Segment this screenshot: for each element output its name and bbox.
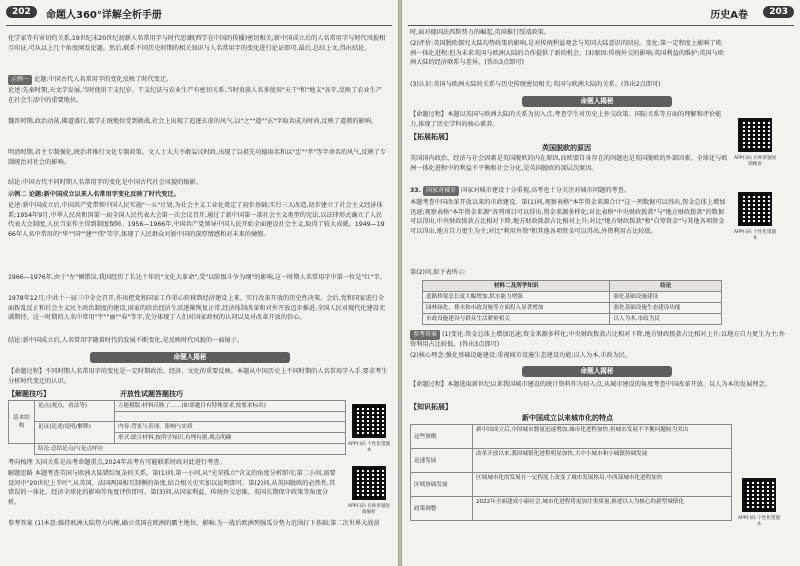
knowledge-heading: 新中国成立以来城市化的特点 <box>522 414 613 422</box>
exam-direction: 考向梳理 大国关系是高考命题重点,2024年高考有可能联系时政对此进行考查。 <box>8 459 226 466</box>
paragraph: (2)评价:英国脱欧探究大陆均势政策的影响,是对传统利益观念与英国大陆意识的回应。变化:第一定程度上影响了欧洲一体化进程;但为未来英国与欧洲大陆的合作提供了新的机会。(3)原因:传统外交的影响;英国利益的维护;英国与欧洲大陆的经济联系与差异。(答出3点即可) <box>410 40 725 67</box>
section-band: 命题人揭秘 <box>522 96 672 107</box>
method-title: 【解题技巧】 <box>8 390 50 398</box>
right-page-header <box>408 4 794 26</box>
answer-tag: 参考答案 <box>410 330 440 340</box>
question-33-analysis: 本题考查中国改革开放以来的市政建设。第(1)问,观察表格"本年资金来源合计"这一列数据可以得出,资金总体上增加迅速;观察表格"本年资金来源"各列项目可以得出,资金来源多样化;对比表格"中央财政拨款"与"地方财政拨款"的数据可以得出,中央财政拨款占比相对下降,地方财政拨款占比相对上升;对比"地方财政拨款"和"自筹资金"与其他各项资金可以得出,地方自力更生为主;对比"利用外资"和其他各项资金可以得出,外资利用占比较低。 <box>410 199 726 235</box>
method-cell: 结论:总结论点/与论点呼应 <box>35 444 346 455</box>
answer-paragraph: 参考答案 (1)变化:资金总体上增加迅速;资金来源多样化;中央财政拨款占比相对下降,地方财政拨款占比相对上升;以地方自力更生为主;外资利用占比较低。(答出3点即可) <box>410 331 785 348</box>
expand-title: 【拓展拓展】 <box>410 133 452 141</box>
example-two-thesis: 示例二 论题:新中国成立以来人名常用字变化反映了时代变迁。 <box>8 191 180 198</box>
method-cell: 内容:背景与表现、影响与实质 <box>115 422 346 433</box>
question-33-stem: 33. 国家对城市 国家对城市建设十分重视,高考也十分关注对城市问题的考查。 <box>410 187 630 194</box>
paragraph: 结论:中国古代不同时期人名常用字的变化是中国古代社会风貌的缩影。 <box>8 179 202 186</box>
expand-heading: 英国脱欧的原因 <box>542 144 591 152</box>
qr-caption: APP扫码 个性化错题本 <box>733 230 777 241</box>
exam-process: 【命题过程】本题以英国与欧洲大陆的关系为切入点,考查学生对历史上外交政策、国际关系等方面的理解和评价能力,体现了历史学科的核心素养。 <box>410 111 722 128</box>
left-page-number: 202 <box>6 6 37 18</box>
qr-caption: APP扫码 个性化错题本 <box>347 442 391 453</box>
qr-code-icon[interactable] <box>742 478 776 512</box>
table-row: 迅速发展 改革开放以来,我国城镇化进程明显加快,大中小城市和小城镇协调发展 <box>411 449 732 473</box>
method-table <box>8 400 346 455</box>
paragraph: 论述:先秦时期,天文学发展,当时使用干支纪岁。干支纪法与农业生产有密切关系,当时贵族人名多使用"天干"和"地支"各字,反映了农业生产在社会生活中的重要地位。 <box>8 87 383 104</box>
exam-intro: 【命题过程】不同时期人名常用字的变化是一定时期政治、经济、文化的重要反映。本题从中国历史上不同时期的人名常用字入手,要求考生分析时代变迁的认识。 <box>8 368 388 385</box>
paragraph: 结论:新中国成立后,人名常用字随着时代的发展不断变化,是反映时代风貌的一面镜子。 <box>8 337 243 344</box>
exam-process-2: 【命题过程】本题选取新世纪以来我国城市建设的统计资料作为切入点,从城市建设的角度考查中国改革开放、以人为本的发展理念。 <box>410 381 771 388</box>
method-cell: 形式:联合材料,按所学知识,有理有据,观点明确 <box>115 433 346 444</box>
table-row: 园林绿化、排水和市政设施等方面投入显著增加 强化基础设施生态建设功能 <box>423 303 722 314</box>
table-header: 结论 <box>610 281 722 292</box>
paragraph: 魏晋时期,政治动荡,佛道盛行,儒学正统地位受到挑战,社会上出现了追逐玄虚的风气,以"之""道""玄"字取名成为时尚,反映了道教的影响。 <box>8 118 378 125</box>
method-cell: 万能模版:材料反映了……(如果题目有特殊要求,按要求标出) <box>115 401 346 412</box>
question-33-sub2: 第(2)问,如下表所示: <box>410 269 467 276</box>
qr-code-icon[interactable] <box>352 404 386 438</box>
table-row: 市政设施建设与群众生活紧密相关 以人为本,市政为民 <box>423 314 722 325</box>
method-row-head: 基本结构 <box>9 401 35 444</box>
solution-approach: 解题思路 本题考查英国与欧洲大陆错综复杂的关系。第(1)问,第一小问,从"光荣孤立"含义的角度分析即可;第二小问,需要设问中"20世纪上半叶",从英国、法国两国相互制衡的角度,结合相关史实加以说明即可。第(2)问,从英国脱欧的必然性,其错误的一体化、经济全球化的影响等角度评价即可。第(3)问,从国家利益、传统外交思维、英国长期保守政策等角度分析。 <box>8 470 336 506</box>
paragraph: 时,面对德国法西斯势力的崛起,英国推行绥靖政策。 <box>410 29 551 36</box>
right-page-number: 203 <box>763 6 794 18</box>
paragraph: 1978年12月,中共十一届三中全会召开,作出把党和国家工作重心转移到经济建设上来、实行改革开放的历史性决策。会后,党和国家进行全面拨乱反正和社会主义民主政治制度的建设,国家的政治经济生活逐渐恢复正常,经济体制改革和对外开放迈步推进,全国人民对现代化建设充满期待。这一时期的人名中常用"宇""丽""春"等字,充分体现了人们对国家政权的认同以及对改革开放的信心。 <box>8 295 386 322</box>
qr-code-icon[interactable] <box>738 118 772 152</box>
section-band: 命题人揭秘 <box>522 366 672 377</box>
paragraph: 论述:新中国成立后,中国共产党带领中国人民实施"一五"计划,为社会主义工业化奠定了初步基础;实行三大改造,初步建立了社会主义经济体系;1954年9月,中华人民共和国第一届全国人民代表大会第一次会议召开,通过了新中国第一部社会主义类型的宪法,以法律形式确立了人民代表大会制度,人民当家作主得到制度保障。1956—1966年,中国共产党领导中国人民开始全面建设社会主义,取得了较大成就。1949—1966年人名中常用的"华""国""建""伟"等字,体现了人民群众对新中国的深厚情感和对未来的憧憬。 <box>8 202 385 238</box>
qr-code-icon[interactable] <box>738 192 772 226</box>
question-tag: 国家对城市 <box>423 186 459 196</box>
knowledge-title: 【知识拓展】 <box>410 403 452 411</box>
table-row: 政策调整 2022年全面建成小康社会,城市化进程将更加注重质量,推进以人为核心的新型城镇化 <box>411 497 732 521</box>
qr-code-icon[interactable] <box>352 466 386 500</box>
conclusion-table <box>422 280 722 325</box>
table-row: 区域协调发展 区域城市化的发展在一定程度上改变了城市发展格局,中西部城市化进程加快 <box>411 473 732 497</box>
qr-caption: APP扫码 名师讲题视频精讲 <box>733 156 777 167</box>
left-page <box>0 0 398 566</box>
table-header: 材料二及所学知识 <box>423 281 610 292</box>
left-page-header <box>6 4 392 26</box>
method-cell: 论证(论述/说明/解释) <box>35 422 115 444</box>
intro-paragraph: 化学家等有害切约关系,19世纪末20世纪初新人名常用字与时代思潮(西学在中国的传播)密切相关;新中国成立后的人名常用字与时代风貌相互印证,可从以上几个角度阐发论题。然后,联系不同历史时期的相关知识与人名常用字的变化进行论证即可,最后,总结上文,得出结论。 <box>8 35 386 52</box>
qr-caption: APP扫码 个性化错题本 <box>737 516 781 527</box>
right-header-title: 历史A卷 <box>710 10 748 21</box>
method-table-title: 开放性试题答题技巧 <box>120 390 183 398</box>
section-band: 命题人揭秘 <box>90 352 290 363</box>
example-one-thesis: 示例一 论题:中国古代人名常用字的变化反映了时代变迁。 <box>8 75 388 85</box>
reference-answer: 参考答案 (1)本意:维持欧洲大陆势力均衡,确立英国在欧洲的霸主地位。影响:为一战后欧洲列强瓜分势力范围打下基础;第二次世界大战前 <box>8 520 380 527</box>
example-tag: 示例一 <box>8 75 32 85</box>
expand-text: 英国国内政治、经济与社会因素是英国脱欧的内在原因,而欧盟自身存在的问题也是英国脱欧的外部因素。全球化与欧洲一体化进程中的利益不平衡和社会分化,是英国脱欧的深层次原因。 <box>410 155 728 172</box>
book-brand: 命题人360°详解全析手册 <box>46 10 162 21</box>
right-page <box>402 0 800 566</box>
method-cell-empty <box>115 412 346 422</box>
knowledge-table <box>410 424 732 521</box>
table-row: 道路桥梁总长度大幅增加,供水能力增强 强化基础设施建设 <box>423 292 722 303</box>
answer-paragraph-2: (2)核心理念:强化基础设施建设;重视城市设施生态建设功能;以人为本,市政为民。 <box>410 352 632 359</box>
method-cell: 论点(观点、看法等) <box>35 401 115 422</box>
qr-caption: APP扫码 名师讲题思路解析 <box>347 504 391 515</box>
paragraph: 1966—1976年,由于"左"倾错误,我国经历了长达十年的"文化大革命",受"以阶级斗争为纲"的影响,这一时期人名常用字中第一位是"红"字。 <box>8 274 386 281</box>
table-row: 这些规模 新中国成立后,中国城市数量迅速增加,城市化进程加快,但城市发展不平衡问题较为突出 <box>411 425 732 449</box>
paragraph: 明清时期,君主专制强化,统治者推行文化专制政策。文人士大夫不敢妄议时政,出现了以祖先功德取名和以"忠""孝"等字命名的风气,反映了专制统治对社会的影响。 <box>8 149 387 166</box>
paragraph: (3)认识:英国与欧洲大陆的关系与历史传统密切相关;英国与欧洲大陆的关系。(答出2点即可) <box>410 81 661 88</box>
